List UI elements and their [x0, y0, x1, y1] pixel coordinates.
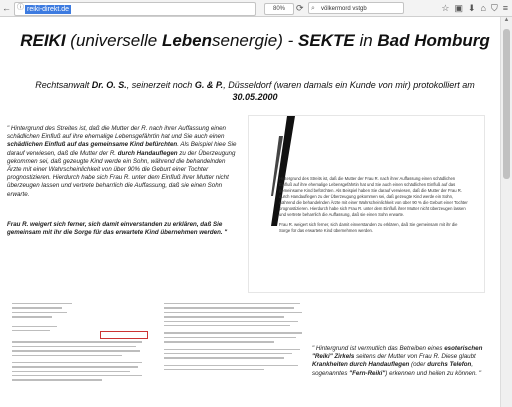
vertical-scrollbar[interactable]	[500, 17, 512, 407]
url-bar[interactable]	[14, 2, 256, 16]
reload-icon[interactable]: ⟳	[296, 3, 304, 13]
scanned-document-1	[248, 115, 485, 293]
page-title: REIKI (universelle Lebensenergie) - SEKTE in Bad Homburg	[20, 31, 490, 50]
download-icon[interactable]: ⬇	[467, 3, 476, 13]
stamp-box	[100, 331, 148, 339]
search-input[interactable]	[308, 2, 404, 14]
quote-note-3: " Hintergrund ist vermutlich das Betreiben eines esoterischen "Reiki" Zirkels seitens der Mutter von Frau R. Diese glaubt Krankheiten durch Handauflegen (oder durchs Telefon, sogenanntes "Fern-Reiki") erkennen und heilen zu können. "	[312, 345, 483, 377]
scroll-up-icon[interactable]: ▲	[503, 17, 510, 23]
quote-note-2: Frau R. weigert sich ferner, sich damit einverstanden zu erklären, daß Sie gemeinsam mit ihr die Sorge für das erwartete Kind übernehmen werden. "	[7, 221, 228, 237]
page-content	[0, 17, 500, 407]
scanned-text: Hintergrund des Streits ist, daß die Mutter der Frau R. nach ihrer Auffassung einen schädlichen Einfluß auf ihre ehemalige Lebensgefährtin hat und Sie auch einen schädlichen Einfluß auf das gemeinsame Kind befürchten. Als Beispiel haben Sie darauf verwiesen, daß die Mutter der Frau R. durch Handauflegen zu der Überzeugung gekommen sei, daß gezeugte Kind werde ein Sohn, während die behandelnden Ärzte mit einer Wahrscheinlichkeit von über 90 % die Geburt einer Tochter prognostizieren. Hierdurch habe sich Frau R. unter dem Einfluß ihrer Mutter nicht überzeugen lassen und vertrete beharrlich die Auffassung, daß sie einen Sohn erwarte. Frau R. weigert sich ferner, sich damit einverstanden zu erklären, daß Sie gemeinsam mit ihr die Sorge für das erwartete Kind übernehmen werden.	[279, 176, 468, 233]
scanned-document-2	[12, 293, 306, 407]
shield-icon[interactable]: ⛉	[490, 3, 498, 13]
info-icon[interactable]: ⓘ	[17, 4, 24, 11]
home-icon[interactable]: ⌂	[480, 3, 486, 13]
back-icon[interactable]: ←	[2, 3, 11, 13]
letter-right-column	[164, 303, 304, 373]
search-text: völkermord vstgb	[321, 6, 367, 12]
url-text[interactable]: reiki-direkt.de	[27, 5, 70, 13]
page-subtitle: Rechtsanwalt Dr. O. S., seinerzeit noch G. & P., Düsseldorf (waren damals ein Kunde von mir) protokolliert am 30.05.2000	[35, 80, 475, 102]
letter-left-column	[12, 303, 148, 384]
zoom-level[interactable]: 80%	[264, 3, 294, 15]
clipboard-icon[interactable]: ▣	[454, 3, 463, 13]
scroll-thumb[interactable]	[503, 29, 510, 179]
toolbar-icons	[441, 1, 508, 15]
search-icon: ⌕	[311, 5, 315, 12]
quote-note-1: " Hintergrund des Streites ist, daß die Mutter der R. nach ihrer Auffassung einen schädlichen Einfluß auf ihre ehemalige Lebensgefährtin hat und Sie auch einen schädlichen Einfluß auf das gemeinsame Kind befürchten. Als Beispiel hiee Sie darauf verwiesen, daß die Mutter der R. durch Handauflegen zu der Überzeugung gekommen sei, daß gezeugte Kind werde ein Sohn, während die behandelnden Ärzte mit einer Wahrscheinlichkeit von über 90% die Geburt einer Tochter prognostizieren. Hierdurch habe sich Frau R. unter dem Einfluß ihrer Mutter nicht überzeugen lassen und vertrete beharrlich die Auffassung, daß sie einen Sohn erwarte.	[7, 125, 237, 198]
bookmark-star-icon[interactable]: ☆	[441, 3, 450, 13]
menu-icon[interactable]: ≡	[502, 3, 508, 13]
browser-toolbar	[0, 0, 512, 17]
